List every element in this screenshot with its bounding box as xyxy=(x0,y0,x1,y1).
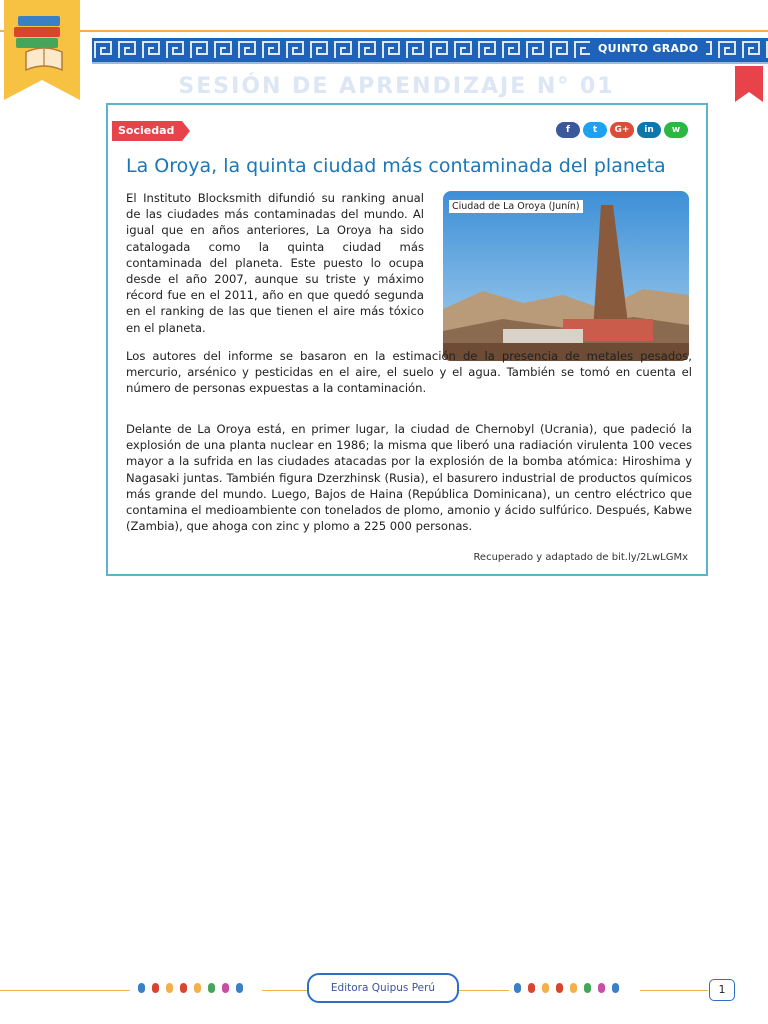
facebook-icon[interactable]: f xyxy=(556,122,580,138)
google-plus-icon[interactable]: G+ xyxy=(610,122,634,138)
paragraph-2: Los autores del informe se basaron en la estimación de la presencia de metales pesados, mercurio, arsénico y pesticidas en el aire, el suelo y el agua. También se tomó en cuenta el número de personas expuestas a la contaminación. xyxy=(126,349,692,396)
footer-dots-left xyxy=(138,983,243,993)
footer-line-left xyxy=(0,990,130,991)
twitter-icon[interactable]: t xyxy=(583,122,607,138)
source-credit: Recuperado y adaptado de bit.ly/2LwLGMx xyxy=(473,552,688,563)
band-underline xyxy=(92,62,768,64)
article-headline: La Oroya, la quinta ciudad más contaminada del planeta xyxy=(126,155,666,177)
publisher-label: Editora Quipus Perú xyxy=(307,973,459,1003)
paragraph-3: Delante de La Oroya está, en primer lugar, la ciudad de Chernobyl (Ucrania), que padeció la explosión de una planta nuclear en 1986; la misma que liberó una radiación virulenta 100 veces mayor a la sufrida en las ciudades atacadas por la explosión de la bomba atómica: Hiroshima y Nagasaki juntas. También figura Dzerzhinsk (Rusia), el basurero industrial de productos químicos más grande del mundo. Luego, Bajos de Haina (República Dominicana), un centro eléctrico que contamina el medioambiente con tonelados de plomo, amonio y ácido sulfúrico. Después, Kabwe (Zambia), que ahoga con zinc y plomo a 225 000 personas. xyxy=(126,422,692,534)
photo-caption: Ciudad de La Oroya (Junín) xyxy=(449,200,583,213)
article-card xyxy=(106,103,708,576)
share-buttons xyxy=(556,122,688,138)
whatsapp-icon[interactable]: w xyxy=(664,122,688,138)
category-tag: Sociedad xyxy=(118,124,175,137)
linkedin-icon[interactable]: in xyxy=(637,122,661,138)
page-number: 1 xyxy=(709,979,735,1001)
header-top-line xyxy=(0,30,768,32)
session-title: SESIÓN DE APRENDIZAJE N° 01 xyxy=(178,74,615,99)
city-photo xyxy=(443,191,689,361)
paragraph-1: El Instituto Blocksmith difundió su ranking anual de las ciudades más contaminadas del mundo. Al igual que en años anteriores, La Oroya ha sido catalogada como la quinta ciudad más contaminada del planeta. Este puesto lo ocupa desde el año 2007, aunque su triste y máximo récord fue en el 2011, año en que quedó segunda en el ranking de las que tienen el aire más tóxico en el planeta. xyxy=(126,191,424,335)
footer-line-mid-left xyxy=(262,990,307,991)
footer-line-right xyxy=(640,990,708,991)
footer-line-mid-right xyxy=(459,990,509,991)
grade-label: QUINTO GRADO xyxy=(590,40,706,58)
footer-dots-right xyxy=(514,983,619,993)
